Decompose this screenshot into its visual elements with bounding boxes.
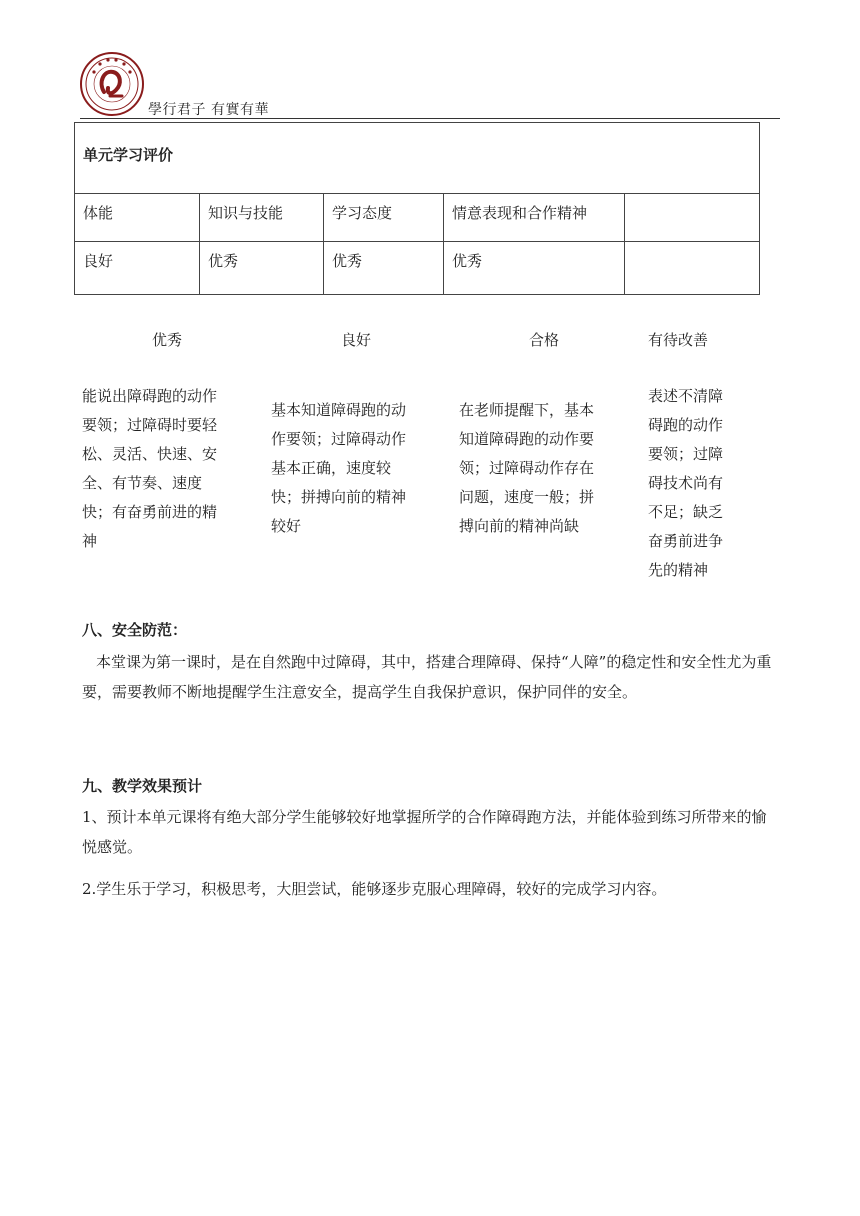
header-cell-attitude: 学习态度 [324,194,444,242]
desc-line: 快；拼搏向前的精神 [271,488,407,506]
value-cell-empty [625,242,760,295]
value-cell-fitness: 良好 [75,242,200,295]
desc-line: 作要领；过障碍动作 [271,430,407,448]
section-heading-safety: 八、安全防范： [82,621,188,639]
desc-line: 不足；缺乏 [648,503,724,521]
header-divider [80,118,780,119]
section-body-safety: 本堂课为第一课时，是在自然跑中过障碍，其中，搭建合理障碍、保持“人障”的稳定性和安全性尤为重要，需要教师不断地提醒学生注意安全，提高学生自我保护意识，保护同伴的安全。 [82,653,772,701]
desc-line: 能说出障碍跑的动作 [82,387,218,405]
header-cell-fitness: 体能 [75,194,200,242]
desc-line: 要领；过障碍时要轻 [82,416,218,434]
desc-line: 全、有节奏、速度 [82,474,203,492]
section-heading-effect: 九、教学效果预计 [82,777,203,795]
value-cell-knowledge: 优秀 [200,242,324,295]
desc-line: 碍跑的动作 [648,416,724,434]
header-cell-cooperation: 情意表现和合作精神 [444,194,625,242]
header-cell-empty [625,194,760,242]
desc-line: 先的精神 [648,561,709,579]
header-cell-knowledge: 知识与技能 [200,194,324,242]
desc-line: 领；过障碍动作存在 [459,459,595,477]
unit-evaluation-table [74,122,760,295]
table-row [75,242,760,295]
desc-excellent [82,382,217,556]
desc-line: 知道障碍跑的动作要 [459,430,595,448]
level-good: 良好 [341,331,372,349]
desc-line: 表述不清障 [648,387,724,405]
table-title: 单元学习评价 [75,123,760,194]
desc-needs-improvement [648,382,723,585]
table-header-row [75,194,760,242]
desc-line: 松、灵活、快速、安 [82,445,218,463]
desc-line: 碍技术尚有 [648,474,724,492]
value-cell-cooperation: 优秀 [444,242,625,295]
desc-line: 问题，速度一般；拼 [459,488,595,506]
level-needs-improvement: 有待改善 [648,331,709,349]
value-cell-attitude: 优秀 [324,242,444,295]
effect-item-1: 1、预计本单元课将有绝大部分学生能够较好地掌握所学的合作障碍跑方法，并能体验到练习所带来的愉悦感觉。 [82,808,767,856]
desc-line: 快；有奋勇前进的精 [82,503,218,521]
school-seal-logo-icon [80,52,144,116]
desc-line: 奋勇前进争 [648,532,724,550]
desc-line: 较好 [271,517,302,535]
desc-line: 神 [82,532,98,550]
desc-pass [459,396,594,541]
desc-line: 要领；过障 [648,445,724,463]
effect-item-2: 2.学生乐于学习，积极思考，大胆尝试，能够逐步克服心理障碍，较好的完成学习内容。 [82,880,667,898]
desc-line: 在老师提醒下，基本 [459,401,595,419]
desc-line: 搏向前的精神尚缺 [459,517,580,535]
level-pass: 合格 [529,331,560,349]
school-motto: 學行君子 有實有華 [148,102,269,118]
desc-good [271,396,406,541]
level-excellent: 优秀 [152,331,183,349]
desc-line: 基本正确，速度较 [271,459,392,477]
desc-line: 基本知道障碍跑的动 [271,401,407,419]
